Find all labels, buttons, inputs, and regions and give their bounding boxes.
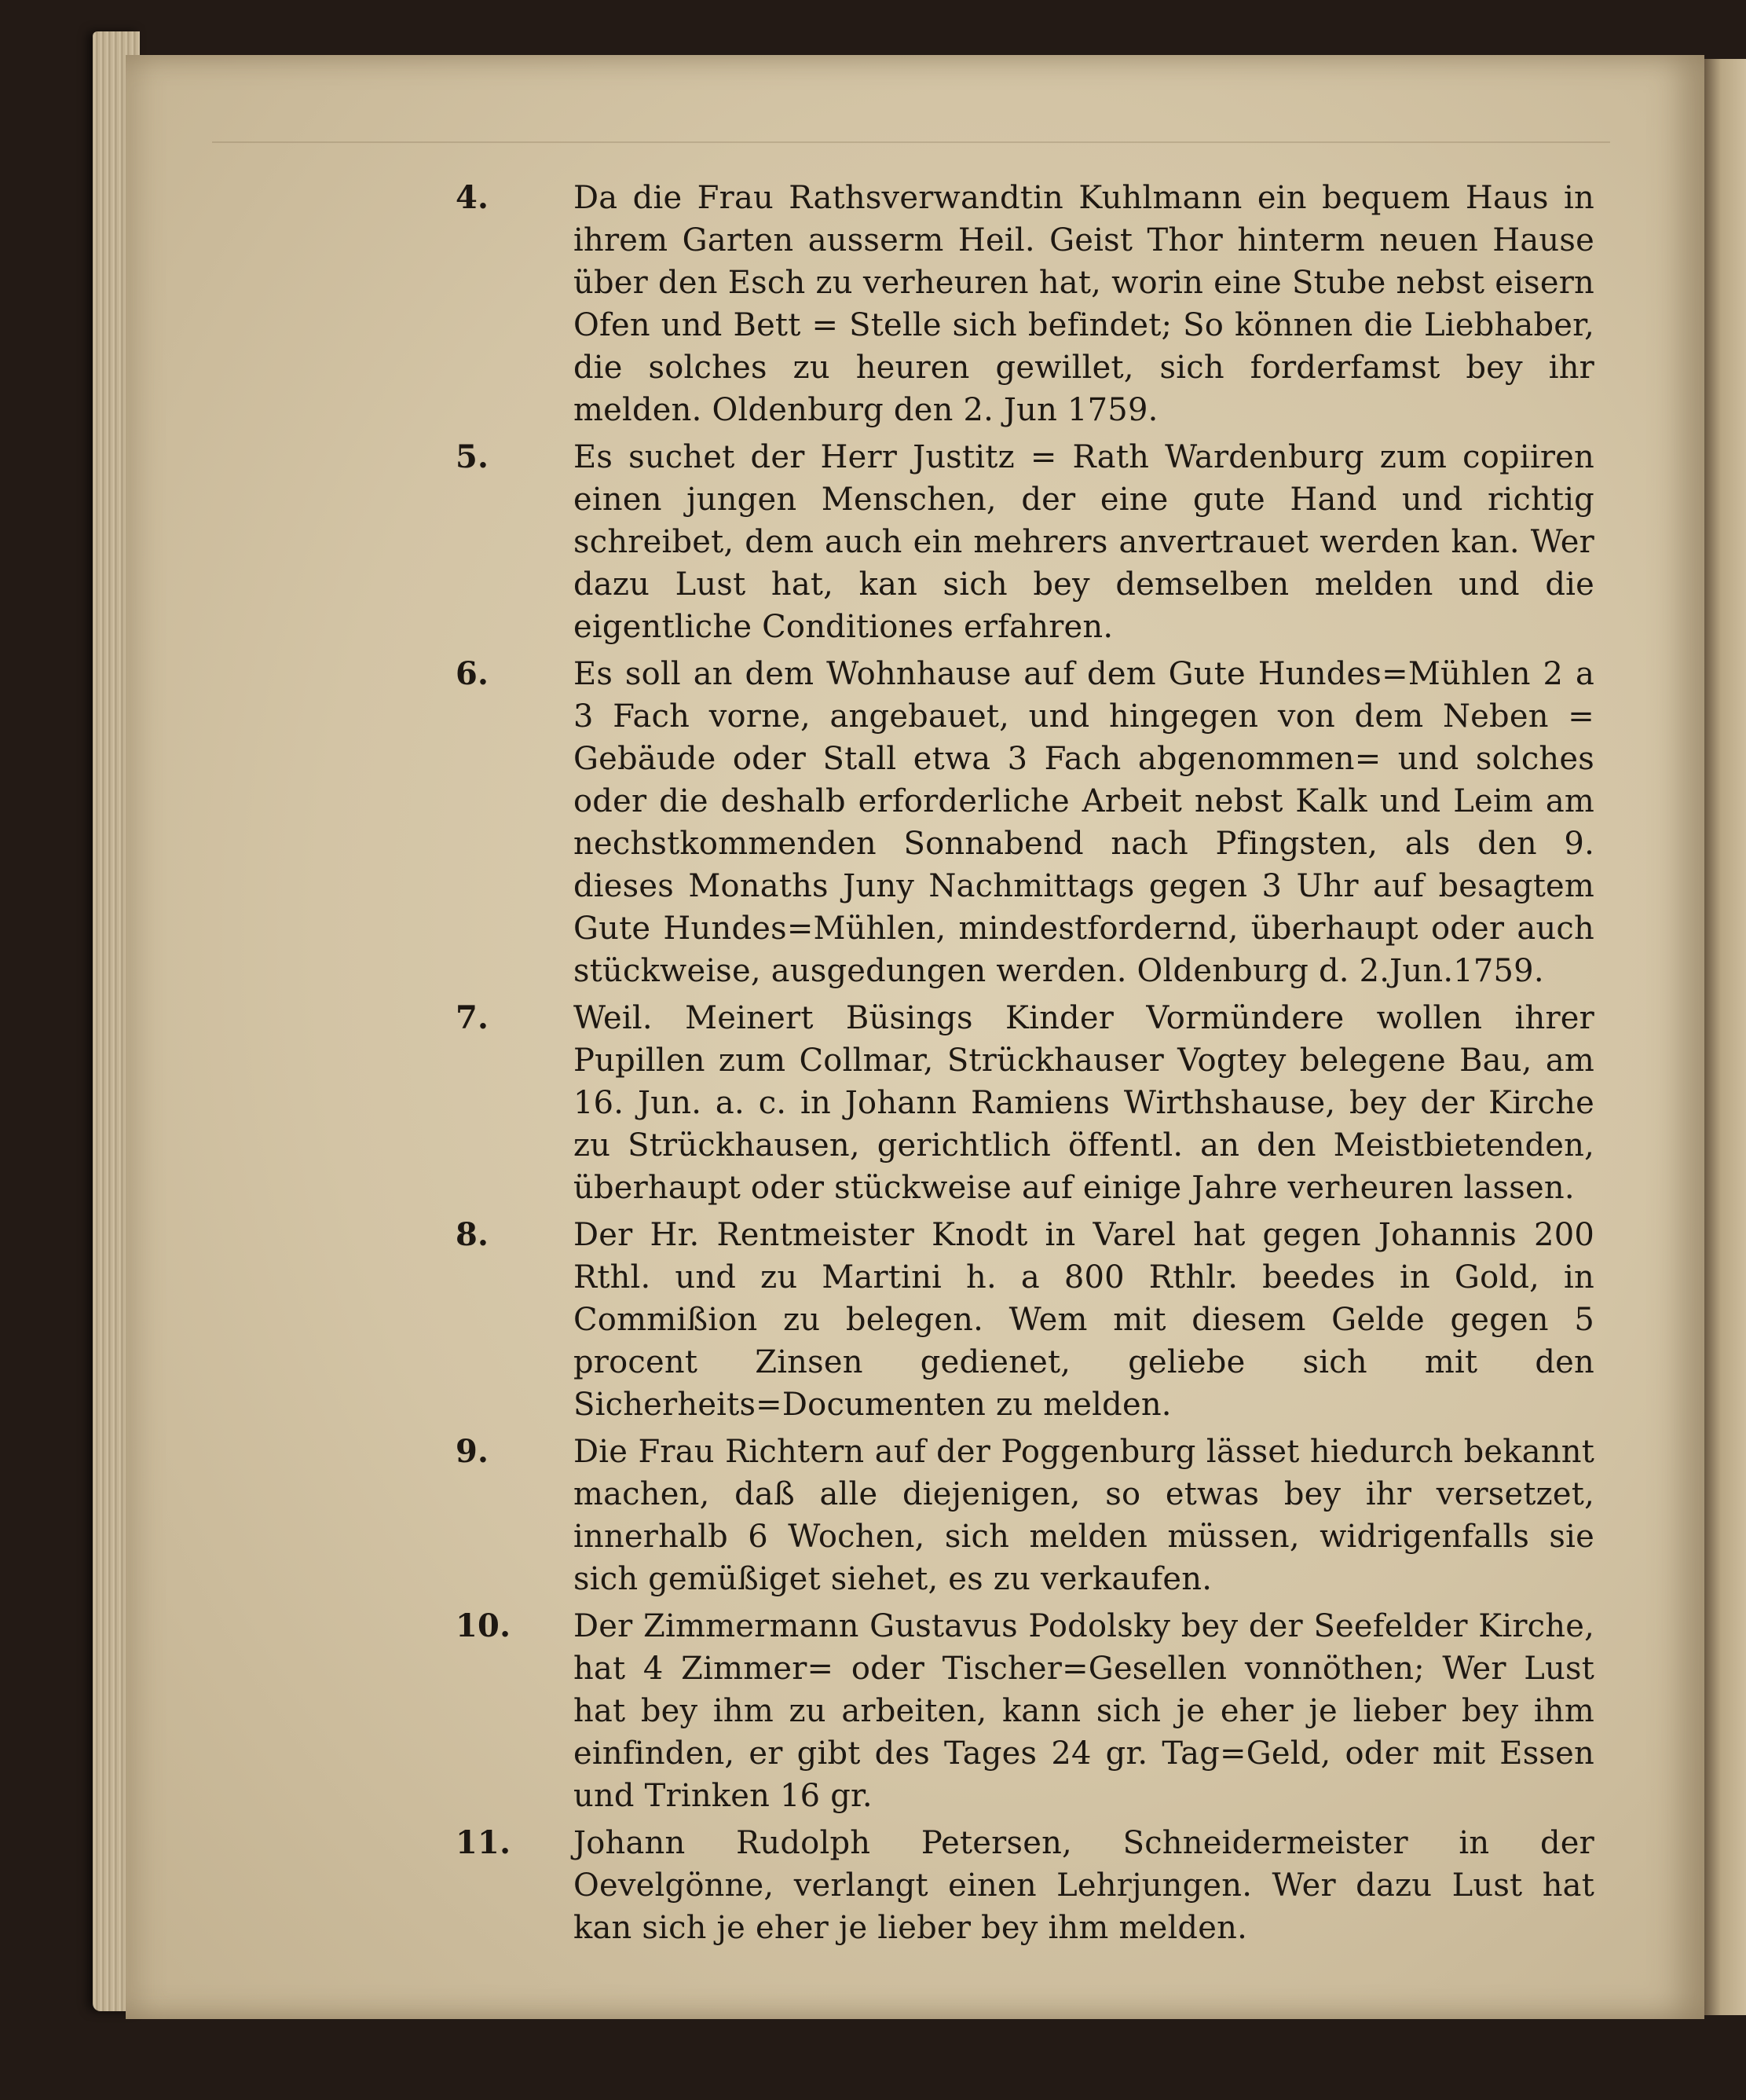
entry-text: Es soll an dem Wohnhause auf dem Gute Hundes=Mühlen 2 a 3 Fach vorne, angebauet, und hingegen von dem Neben = Gebäude oder Stall etwa 3 Fach abgenommen= und solches oder die deshalb erforderliche Arbeit nebst Kalk und Leim am nechstkommenden Sonnabend nach Pfingsten, als den 9. dieses Monaths Juny Nachmittags gegen 3 Uhr auf besagtem Gute Hundes=Mühlen, mindestfordernd, überhaupt oder auch stückweise, ausgedungen werden. Oldenburg d. 2.Jun.1759. bbox=[573, 656, 1594, 989]
entry-number: 5. bbox=[456, 438, 489, 475]
notice-list bbox=[456, 177, 1594, 1949]
entry-number: 9. bbox=[456, 1433, 489, 1470]
notice-entry-10 bbox=[456, 1605, 1594, 1817]
notice-entry-5 bbox=[456, 436, 1594, 648]
entry-text: Der Zimmermann Gustavus Podolsky bey der Seefelder Kirche, hat 4 Zimmer= oder Tischer=Gesellen vonnöthen; Wer Lust hat bey ihm zu arbeiten, kann sich je eher je lieber bey ihm einfinden, er gibt des Tages 24 gr. Tag=Geld, oder mit Essen und Trinken 16 gr. bbox=[573, 1608, 1594, 1814]
entry-number: 7. bbox=[456, 999, 489, 1036]
entry-number: 10. bbox=[456, 1607, 511, 1644]
notice-entry-6 bbox=[456, 653, 1594, 992]
page-border-line bbox=[212, 141, 1610, 143]
entry-number: 11. bbox=[456, 1824, 511, 1861]
notice-entry-9 bbox=[456, 1431, 1594, 1600]
entry-text: Es suchet der Herr Justitz = Rath Wardenburg zum copiiren einen jungen Menschen, der eine gute Hand und richtig schreibet, dem auch ein mehrers anvertrauet werden kan. Wer dazu Lust hat, kan sich bey demselben melden und die eigentliche Conditiones erfahren. bbox=[573, 439, 1594, 645]
entry-number: 6. bbox=[456, 655, 489, 692]
entry-text: Johann Rudolph Petersen, Schneidermeister in der Oevelgönne, verlangt einen Lehrjungen. Wer dazu Lust hat kan sich je eher je lieber bey ihm melden. bbox=[573, 1825, 1594, 1946]
entry-text: Da die Frau Rathsverwandtin Kuhlmann ein bequem Haus in ihrem Garten ausserm Heil. Geist Thor hinterm neuen Hause über den Esch zu verheuren hat, worin eine Stube nebst eisern Ofen und Bett = Stelle sich befindet; So können die Liebhaber, die solches zu heuren gewillet, sich forderfamst bey ihr melden. Oldenburg den 2. Jun 1759. bbox=[573, 180, 1594, 428]
notice-entry-11 bbox=[456, 1822, 1594, 1949]
entry-number: 8. bbox=[456, 1216, 489, 1253]
notice-entry-7 bbox=[456, 997, 1594, 1209]
entry-text: Die Frau Richtern auf der Poggenburg lässet hiedurch bekannt machen, daß alle diejenigen, so etwas bey ihr versetzet, innerhalb 6 Wochen, sich melden müssen, widrigenfalls sie sich gemüßiget siehet, es zu verkaufen. bbox=[573, 1434, 1594, 1597]
notice-entry-4 bbox=[456, 177, 1594, 431]
entry-text: Der Hr. Rentmeister Knodt in Varel hat gegen Johannis 200 Rthl. und zu Martini h. a 800 Rthlr. beedes in Gold, in Commißion zu belegen. Wem mit diesem Gelde gegen 5 procent Zinsen gedienet, geliebe sich mit den Sicherheits=Documenten zu melden. bbox=[573, 1217, 1594, 1423]
entry-text: Weil. Meinert Büsings Kinder Vormündere wollen ihrer Pupillen zum Collmar, Strückhauser Vogtey belegene Bau, am 16. Jun. a. c. in Johann Ramiens Wirthshause, bey der Kirche zu Strückhausen, gerichtlich öffentl. an den Meistbietenden, überhaupt oder stückweise auf einige Jahre verheuren lassen. bbox=[573, 1000, 1594, 1206]
entry-number: 4. bbox=[456, 179, 489, 216]
facing-page-edge bbox=[1704, 59, 1746, 2015]
notice-entry-8 bbox=[456, 1214, 1594, 1426]
